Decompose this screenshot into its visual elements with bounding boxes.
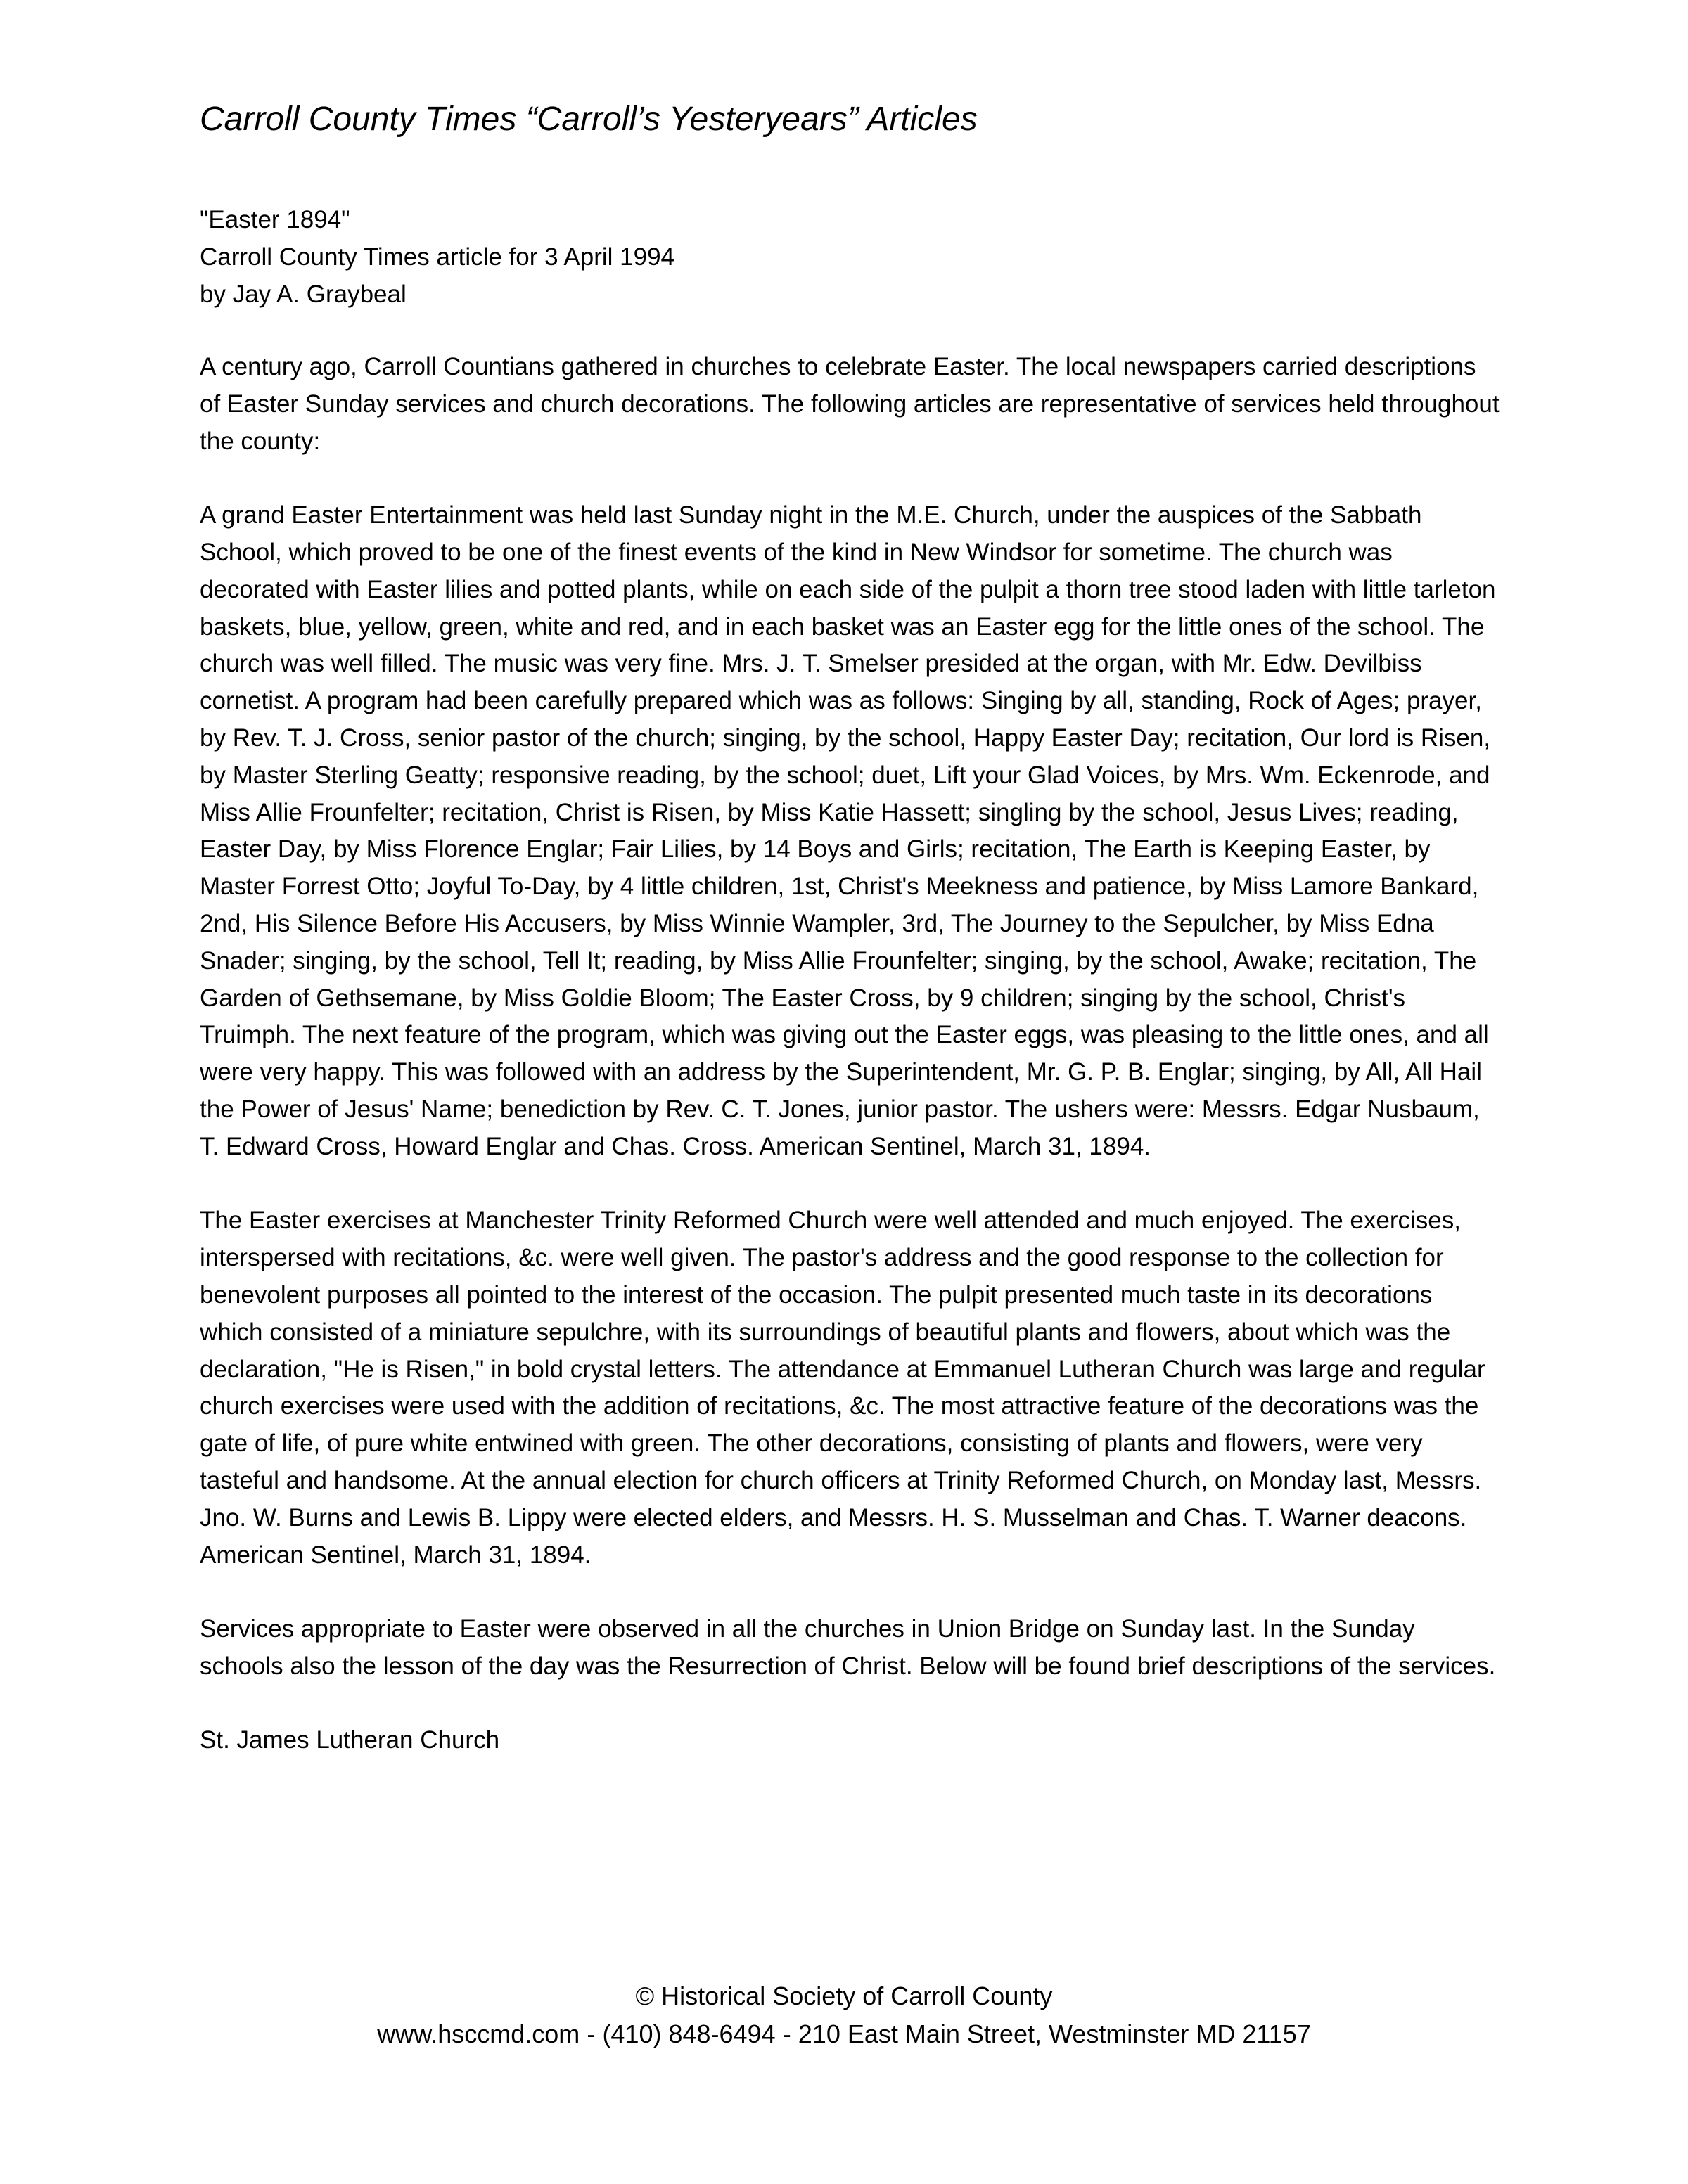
publication-line: Carroll County Times article for 3 April 1994 <box>200 243 674 271</box>
contact-line <box>0 2015 1688 2053</box>
paragraph-new-windsor: A grand Easter Entertainment was held last Sunday night in the M.E. Church, under the auspices of the Sabbath School, which proved to be one of the finest events of the kind in New Windsor for sometime. The church was decorated with Easter lilies and potted plants, while on each side of the pulpit a thorn tree stood laden with little tarleton baskets, blue, yellow, green, white and red, and in each basket was an Easter egg for the little ones of the school. The church was well filled. The music was very fine. Mrs. J. T. Smelser presided at the organ, with Mr. Edw. Devilbiss cornetist. A program had been carefully prepared which was as follows: Singing by all, standing, Rock of Ages; prayer, by Rev. T. J. Cross, senior pastor of the church; singing, by the school, Happy Easter Day; recitation, Our lord is Risen, by Master Sterling Geatty; responsive reading, by the school; duet, Lift your Glad Voices, by Mrs. Wm. Eckenrode, and Miss Allie Frounfelter; recitation, Christ is Risen, by Miss Katie Hassett; singling by the school, Jesus Lives; reading, Easter Day, by Miss Florence Englar; Fair Lilies, by 14 Boys and Girls; recitation, The Earth is Keeping Easter, by Master Forrest Otto; Joyful To-Day, by 4 little children, 1st, Christ's Meekness and patience, by Miss Lamore Bankard, 2nd, His Silence Before His Accusers, by Miss Winnie Wampler, 3rd, The Journey to the Sepulcher, by Miss Edna Snader; singing, by the school, Tell It; reading, by Miss Allie Frounfelter; singing, by the school, Awake; recitation, The Garden of Gethsemane, by Miss Goldie Bloom; The Easter Cross, by 9 children; singing by the school, Christ's Truimph. The next feature of the program, which was giving out the Easter eggs, was pleasing to the little ones, and all were very happy. This was followed with an address by the Superintendent, Mr. G. P. B. Englar; singing, by All, All Hail the Power of Jesus' Name; benediction by Rev. C. T. Jones, junior pastor. The ushers were: Messrs. Edgar Nusbaum, T. Edward Cross, Howard Englar and Chas. Cross. American Sentinel, March 31, 1894. <box>200 501 1496 1160</box>
article-header <box>200 201 1536 313</box>
copyright-line: © Historical Society of Carroll County <box>635 1981 1053 2010</box>
series-title: Carroll County Times “Carroll’s Yesteryears” Articles <box>200 101 978 138</box>
street-address: 210 East Main Street, Westminster MD 21157 <box>798 2019 1311 2048</box>
separator: - <box>587 2019 596 2048</box>
article-title: "Easter 1894" <box>200 206 350 233</box>
paragraph-manchester: The Easter exercises at Manchester Trinity Reformed Church were well attended and much enjoyed. The exercises, interspersed with recitations, &c. were well given. The pastor's address and the good response to the collection for benevolent purposes all pointed to the interest of the occasion. The pulpit presented much taste in its decorations which consisted of a miniature sepulchre, with its surroundings of beautiful plants and flowers, about which was the declaration, "He is Risen," in bold crystal letters. The attendance at Emmanuel Lutheran Church was large and regular church exercises were used with the addition of recitations, &c. The most attractive feature of the decorations was the gate of life, of pure white entwined with green. The other decorations, consisting of plants and flowers, were very tasteful and handsome. At the annual election for church officers at Trinity Reformed Church, on Monday last, Messrs. Jno. W. Burns and Lewis B. Lippy were elected elders, and Messrs. H. S. Musselman and Chas. T. Warner deacons. American Sentinel, March 31, 1894. <box>200 1207 1485 1569</box>
byline: by Jay A. Graybeal <box>200 281 407 308</box>
phone-number: (410) 848-6494 <box>602 2019 776 2048</box>
website-link[interactable]: www.hsccmd.com <box>377 2019 580 2048</box>
separator: - <box>782 2019 791 2048</box>
paragraph-union-bridge: Services appropriate to Easter were observed in all the churches in Union Bridge on Sunday last. In the Sunday schools also the lesson of the day was the Resurrection of Christ. Below will be found brief descriptions of the services. <box>200 1615 1496 1680</box>
paragraph-intro: A century ago, Carroll Countians gathered in churches to celebrate Easter. The local newspapers carried descriptions of Easter Sunday services and church decorations. The following articles are representative of services held throughout the county: <box>200 353 1500 455</box>
article-body <box>200 349 1500 1797</box>
page-footer <box>0 1977 1688 2053</box>
section-heading-st-james: St. James Lutheran Church <box>200 1726 500 1754</box>
